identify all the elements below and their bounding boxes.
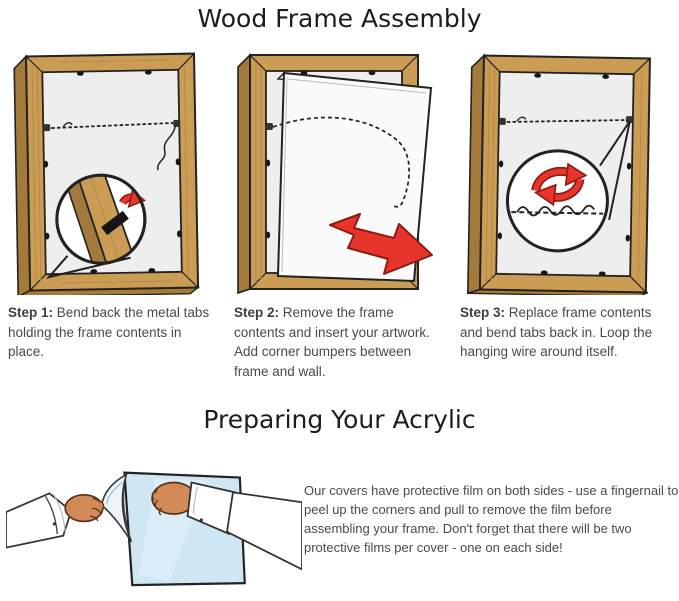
frame-with-contents-removed [238, 55, 432, 293]
left-hand-pulling-film [6, 494, 104, 548]
step-2-illustration [226, 43, 452, 295]
step-1-text: Bend back the metal tabs holding the frame contents in place. [8, 305, 210, 360]
step-3-cell [452, 43, 678, 381]
frame-back [14, 54, 198, 295]
step-2-label: Step 2: [234, 305, 280, 320]
step-2-cell [226, 43, 452, 381]
assembly-title: Wood Frame Assembly [197, 4, 482, 33]
wire-eyelet [266, 123, 273, 130]
step-3-text: Replace frame contents and bend tabs back in. Loop the hanging wire around itself. [460, 305, 653, 360]
step-1-illustration [0, 43, 226, 295]
cuff-button [53, 523, 56, 526]
step-3-caption [460, 303, 668, 362]
step-1-caption [8, 303, 216, 362]
acrylic-title: Preparing Your Acrylic [203, 405, 476, 435]
step-1-cell [0, 43, 226, 381]
acrylic-body-text: Our covers have protective film on both sides - use a fingernail to peel up the corners and pull to remove the film before assembling your frame. Don't forget that there will be two protective films per cover - one on each side! [304, 482, 679, 556]
frame-side-edge [238, 55, 250, 293]
step-3-label: Step 3: [460, 305, 506, 320]
acrylic-section [0, 448, 679, 590]
step-2-caption [234, 303, 442, 381]
step-2-text: Remove the frame contents and insert your artwork. Add corner bumpers between frame and wall. [234, 305, 430, 379]
step-1-label: Step 1: [8, 305, 54, 320]
left-fist [65, 495, 102, 522]
cuff-button [200, 519, 203, 522]
acrylic-peel-illustration [6, 448, 302, 590]
left-sleeve [6, 494, 71, 548]
step-3-illustration [452, 43, 678, 295]
assembly-steps [0, 43, 679, 381]
frame-back-wire-loop [468, 55, 652, 295]
